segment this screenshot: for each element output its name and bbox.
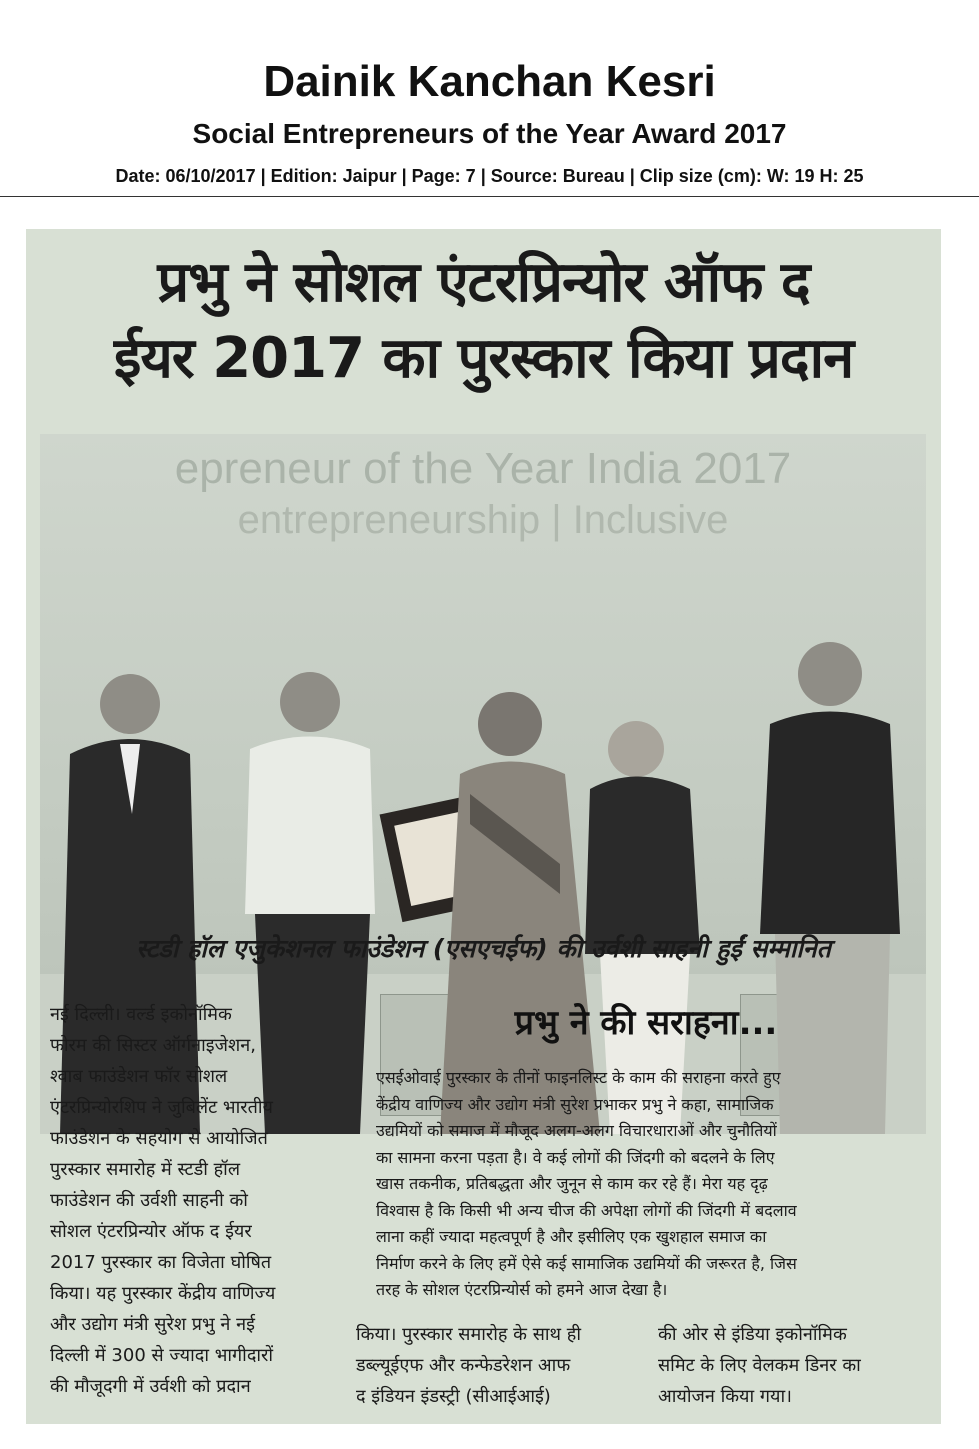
clip-metadata: Date: 06/10/2017 | Edition: Jaipur | Page: 7 | Source: Bureau | Clip size (cm): W: 19 H: 25	[115, 166, 864, 186]
text-line: नई दिल्ली। वर्ल्ड इकोनॉमिक	[50, 1004, 232, 1025]
text-line: एंटरप्रिन्योरशिप ने जुबिलेंट भारतीय	[50, 1097, 273, 1118]
headline-line-1: प्रभु ने सोशल एंटरप्रिन्योर ऑफ द	[157, 250, 810, 315]
article-column-2	[356, 1319, 646, 1412]
text-line: किया। यह पुरस्कार केंद्रीय वाणिज्य	[50, 1283, 276, 1304]
headline-line-2: ईयर 2017 का पुरस्कार किया प्रदान	[113, 326, 854, 391]
text-line: 2017 पुरस्कार का विजेता घोषित	[50, 1252, 272, 1273]
newspaper-clipping	[26, 229, 941, 1424]
text-line: द इंडियन इंडस्ट्री (सीआईआई)	[356, 1386, 551, 1407]
photo-backdrop-banner: epreneur of the Year India 2017	[174, 444, 792, 493]
text-line: केंद्रीय वाणिज्य और उद्योग मंत्री सुरेश प्रभाकर प्रभु ने कहा, सामाजिक	[376, 1094, 774, 1114]
article-subheading: प्रभु ने की सराहना...	[514, 1003, 778, 1043]
text-line: समिट के लिए वेलकम डिनर का	[658, 1355, 861, 1376]
text-line: का सामना करना पड़ता है। वे कई लोगों की जिंदगी को बदलने के लिए	[376, 1147, 775, 1167]
text-line: फाउंडेशन के सहयोग से आयोजित	[50, 1128, 268, 1149]
header-divider	[0, 196, 979, 197]
clipping-header	[0, 0, 979, 200]
minister-quote-box	[376, 1065, 924, 1304]
text-line: की मौजूदगी में उर्वशी को प्रदान	[50, 1376, 251, 1397]
person-figure	[760, 642, 900, 1134]
photo-backdrop-banner-2: entrepreneurship | Inclusive	[237, 498, 729, 542]
publication-name: Dainik Kanchan Kesri	[263, 57, 716, 106]
text-line: लाना कहीं ज्यादा महत्वपूर्ण है और इसीलिए एक खुशहाल समाज का	[376, 1227, 767, 1246]
text-line: फाउंडेशन की उर्वशी साहनी को	[50, 1190, 248, 1211]
text-line: डब्ल्यूईएफ और कन्फेडरेशन आफ	[356, 1355, 571, 1376]
text-line: तरह के सोशल एंटरप्रिन्योर्स को हमने आज देखा है।	[376, 1280, 668, 1299]
text-line: और उद्योग मंत्री सुरेश प्रभु ने नई	[50, 1314, 255, 1335]
article-headline	[26, 245, 941, 397]
text-line: पुरस्कार समारोह में स्टडी हॉल	[50, 1159, 241, 1180]
text-line: दिल्ली में 300 से ज्यादा भागीदारों	[50, 1345, 274, 1366]
text-line: निर्माण करने के लिए हमें ऐसे कई सामाजिक उद्यमियों की जरूरत है, जिस	[376, 1253, 797, 1273]
text-line: किया। पुरस्कार समारोह के साथ ही	[356, 1324, 582, 1345]
text-line: आयोजन किया गया।	[658, 1386, 792, 1407]
text-line: उद्यमियों को समाज में मौजूद अलग-अलग विचारधाराओं और चुनौतियों	[376, 1121, 777, 1140]
text-line: एसईओवाई पुरस्कार के तीनों फाइनलिस्ट के काम की सराहना करते हुए	[376, 1068, 781, 1087]
photo-caption: स्टडी हॉल एजुकेशनल फाउंडेशन (एसएचईफ) की उर्वशी साहनी हुईं सम्मानित	[136, 934, 831, 963]
article-column-1	[50, 999, 346, 1402]
text-line: श्वाब फाउंडेशन फॉर सोशल	[50, 1066, 228, 1087]
article-column-3	[658, 1319, 938, 1412]
text-line: खास तकनीक, प्रतिबद्धता और जुनून से काम कर रहे हैं। मेरा यह दृढ़	[376, 1174, 768, 1193]
text-line: विश्वास है कि किसी भी अन्य चीज की अपेक्षा लोगों की जिंदगी में बदलाव	[376, 1200, 797, 1220]
text-line: सोशल एंटरप्रिन्योर ऑफ द ईयर	[50, 1221, 252, 1242]
text-line: फोरम की सिस्टर ऑर्गनाइजेशन,	[50, 1035, 256, 1056]
text-line: की ओर से इंडिया इकोनॉमिक	[658, 1324, 847, 1345]
award-title: Social Entrepreneurs of the Year Award 2017	[192, 118, 787, 149]
